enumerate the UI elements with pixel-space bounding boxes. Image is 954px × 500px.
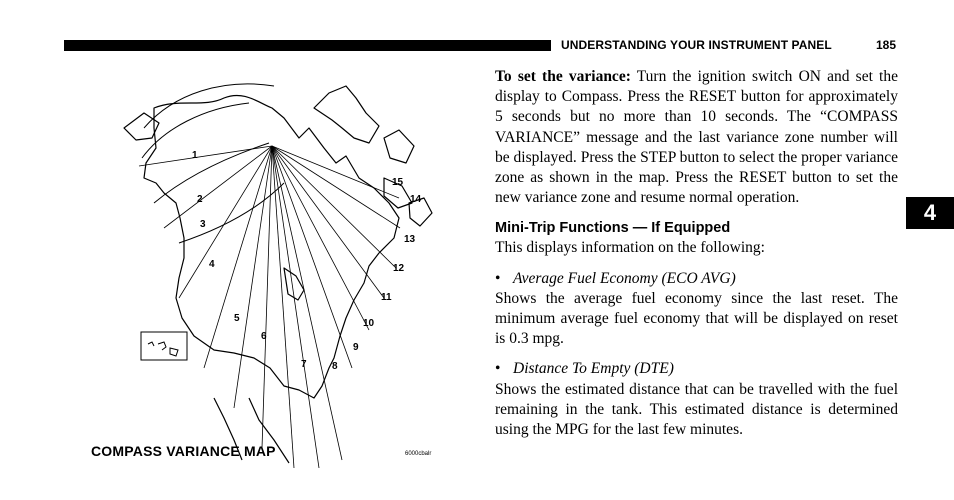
variance-text: Turn the ignition switch ON and set the display to Compass. Press the RESET button for approximately 5 seconds but no more than 10 seconds. The “COMPASS VARIANCE” message and the last variance zone number will be displayed. Press the STEP button to select the proper variance zone as shown in the map. Press the RESET button to set the new variance zone and resume normal operation. xyxy=(495,68,898,207)
bullet-dot: • xyxy=(495,360,501,378)
figure-code: 6000cbalr xyxy=(405,451,432,457)
zone-label-5: 5 xyxy=(234,313,240,324)
item1-title: Average Fuel Economy (ECO AVG) xyxy=(513,269,736,287)
zone-label-12: 12 xyxy=(393,263,405,274)
zone-labels xyxy=(192,150,422,372)
item2-title: Distance To Empty (DTE) xyxy=(513,360,674,378)
zone-label-8: 8 xyxy=(332,361,338,372)
page-number: 185 xyxy=(876,38,897,52)
zone-label-10: 10 xyxy=(363,318,375,329)
variance-lead: To set the variance: xyxy=(495,68,631,85)
bullet-dot: • xyxy=(495,269,501,287)
section-intro: This displays information on the following: xyxy=(495,239,765,257)
chapter-tab: 4 xyxy=(906,197,954,229)
zone-label-11: 11 xyxy=(381,292,392,303)
zone-label-4: 4 xyxy=(209,259,215,270)
variance-paragraph xyxy=(495,67,898,208)
running-header: UNDERSTANDING YOUR INSTRUMENT PANEL xyxy=(561,38,832,52)
body-text-column xyxy=(495,67,898,440)
figure-caption: COMPASS VARIANCE MAP xyxy=(91,443,276,459)
section-heading: Mini-Trip Functions — If Equipped xyxy=(495,220,731,237)
item2-description: Shows the estimated distance that can be travelled with the fuel remaining in the tank. This estimated distance is determined using the MPG for the last few minutes. xyxy=(495,380,898,439)
compass-variance-map xyxy=(84,68,444,468)
zone-label-6: 6 xyxy=(261,331,267,342)
header-rule xyxy=(64,40,551,51)
zone-label-2: 2 xyxy=(197,194,203,205)
hawaii-inset xyxy=(141,332,187,360)
zone-label-14: 14 xyxy=(410,194,422,205)
zone-label-1: 1 xyxy=(192,150,198,161)
zone-label-7: 7 xyxy=(301,359,307,370)
zone-label-9: 9 xyxy=(353,342,359,353)
bullet-item-dte xyxy=(495,359,898,379)
coastline-outline xyxy=(124,86,432,463)
zone-label-13: 13 xyxy=(404,234,416,245)
item1-description: Shows the average fuel economy since the last reset. The minimum average fuel economy that will be displayed on reset is 0.3 mpg. xyxy=(495,289,898,348)
zone-label-3: 3 xyxy=(200,219,206,230)
bullet-item-eco-avg xyxy=(495,269,898,289)
zone-label-15: 15 xyxy=(392,177,404,188)
zone-arcs xyxy=(142,84,284,243)
